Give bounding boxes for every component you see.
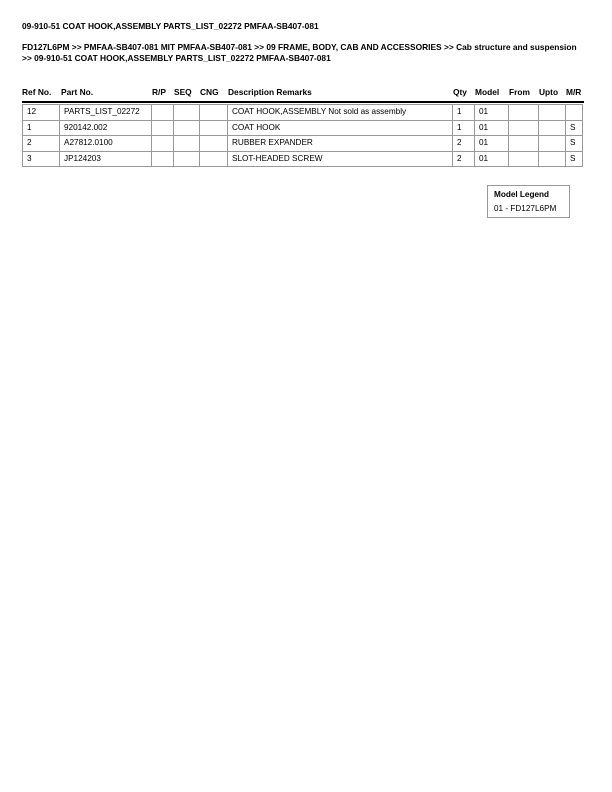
cell-seq bbox=[174, 105, 200, 121]
cell-qty: 1 bbox=[453, 105, 475, 121]
table-row bbox=[23, 151, 583, 167]
cell-upto bbox=[539, 136, 566, 152]
col-header-model: Model bbox=[475, 87, 500, 97]
cell-ref: 1 bbox=[23, 120, 60, 136]
cell-desc: COAT HOOK bbox=[228, 120, 453, 136]
cell-ref: 12 bbox=[23, 105, 60, 121]
cell-desc: SLOT-HEADED SCREW bbox=[228, 151, 453, 167]
cell-desc: RUBBER EXPANDER bbox=[228, 136, 453, 152]
cell-mr bbox=[566, 105, 583, 121]
cell-rp bbox=[152, 136, 174, 152]
cell-from bbox=[509, 120, 539, 136]
col-header-mr: M/R bbox=[566, 87, 582, 97]
cell-qty: 2 bbox=[453, 136, 475, 152]
cell-upto bbox=[539, 151, 566, 167]
cell-cng bbox=[200, 151, 228, 167]
cell-part: PARTS_LIST_02272 bbox=[60, 105, 152, 121]
page-title: 09-910-51 COAT HOOK,ASSEMBLY PARTS_LIST_02272 PMFAA-SB407-081 bbox=[22, 21, 319, 31]
cell-cng bbox=[200, 105, 228, 121]
cell-qty: 2 bbox=[453, 151, 475, 167]
cell-desc: COAT HOOK,ASSEMBLY Not sold as assembly bbox=[228, 105, 453, 121]
cell-ref: 2 bbox=[23, 136, 60, 152]
table-row bbox=[23, 105, 583, 121]
cell-mr: S bbox=[566, 151, 583, 167]
cell-rp bbox=[152, 105, 174, 121]
cell-cng bbox=[200, 120, 228, 136]
cell-seq bbox=[174, 151, 200, 167]
cell-model: 01 bbox=[475, 151, 509, 167]
col-header-qty: Qty bbox=[453, 87, 467, 97]
model-legend bbox=[487, 185, 570, 218]
model-legend-entry: 01 - FD127L6PM bbox=[494, 204, 557, 213]
cell-ref: 3 bbox=[23, 151, 60, 167]
col-header-upto: Upto bbox=[539, 87, 559, 97]
col-header-desc: Description Remarks bbox=[228, 87, 312, 97]
cell-model: 01 bbox=[475, 105, 509, 121]
table-row bbox=[23, 120, 583, 136]
cell-part: 920142.002 bbox=[60, 120, 152, 136]
cell-rp bbox=[152, 151, 174, 167]
cell-upto bbox=[539, 105, 566, 121]
cell-part: JP124203 bbox=[60, 151, 152, 167]
cell-from bbox=[509, 151, 539, 167]
col-header-rp: R/P bbox=[152, 87, 166, 97]
cell-model: 01 bbox=[475, 136, 509, 152]
col-header-from: From bbox=[509, 87, 530, 97]
cell-mr: S bbox=[566, 120, 583, 136]
cell-cng bbox=[200, 136, 228, 152]
cell-upto bbox=[539, 120, 566, 136]
cell-seq bbox=[174, 120, 200, 136]
cell-qty: 1 bbox=[453, 120, 475, 136]
cell-seq bbox=[174, 136, 200, 152]
cell-mr: S bbox=[566, 136, 583, 152]
table-row bbox=[23, 136, 583, 152]
cell-model: 01 bbox=[475, 120, 509, 136]
cell-rp bbox=[152, 120, 174, 136]
col-header-cng: CNG bbox=[200, 87, 219, 97]
parts-table bbox=[22, 104, 583, 167]
header-rule bbox=[22, 101, 584, 103]
col-header-part: Part No. bbox=[61, 87, 94, 97]
model-legend-title: Model Legend bbox=[494, 190, 550, 199]
col-header-seq: SEQ bbox=[174, 87, 192, 97]
cell-from bbox=[509, 105, 539, 121]
cell-from bbox=[509, 136, 539, 152]
col-header-ref: Ref No. bbox=[22, 87, 52, 97]
cell-part: A27812.0100 bbox=[60, 136, 152, 152]
breadcrumb: FD127L6PM >> PMFAA-SB407-081 MIT PMFAA-SB407-081 >> 09 FRAME, BODY, CAB AND ACCESSORIES >> Cab structure and suspension >> 09-910-51 COAT HOOK,ASSEMBLY PARTS_LIST_02272 PMFAA-SB407-081 bbox=[22, 42, 577, 63]
